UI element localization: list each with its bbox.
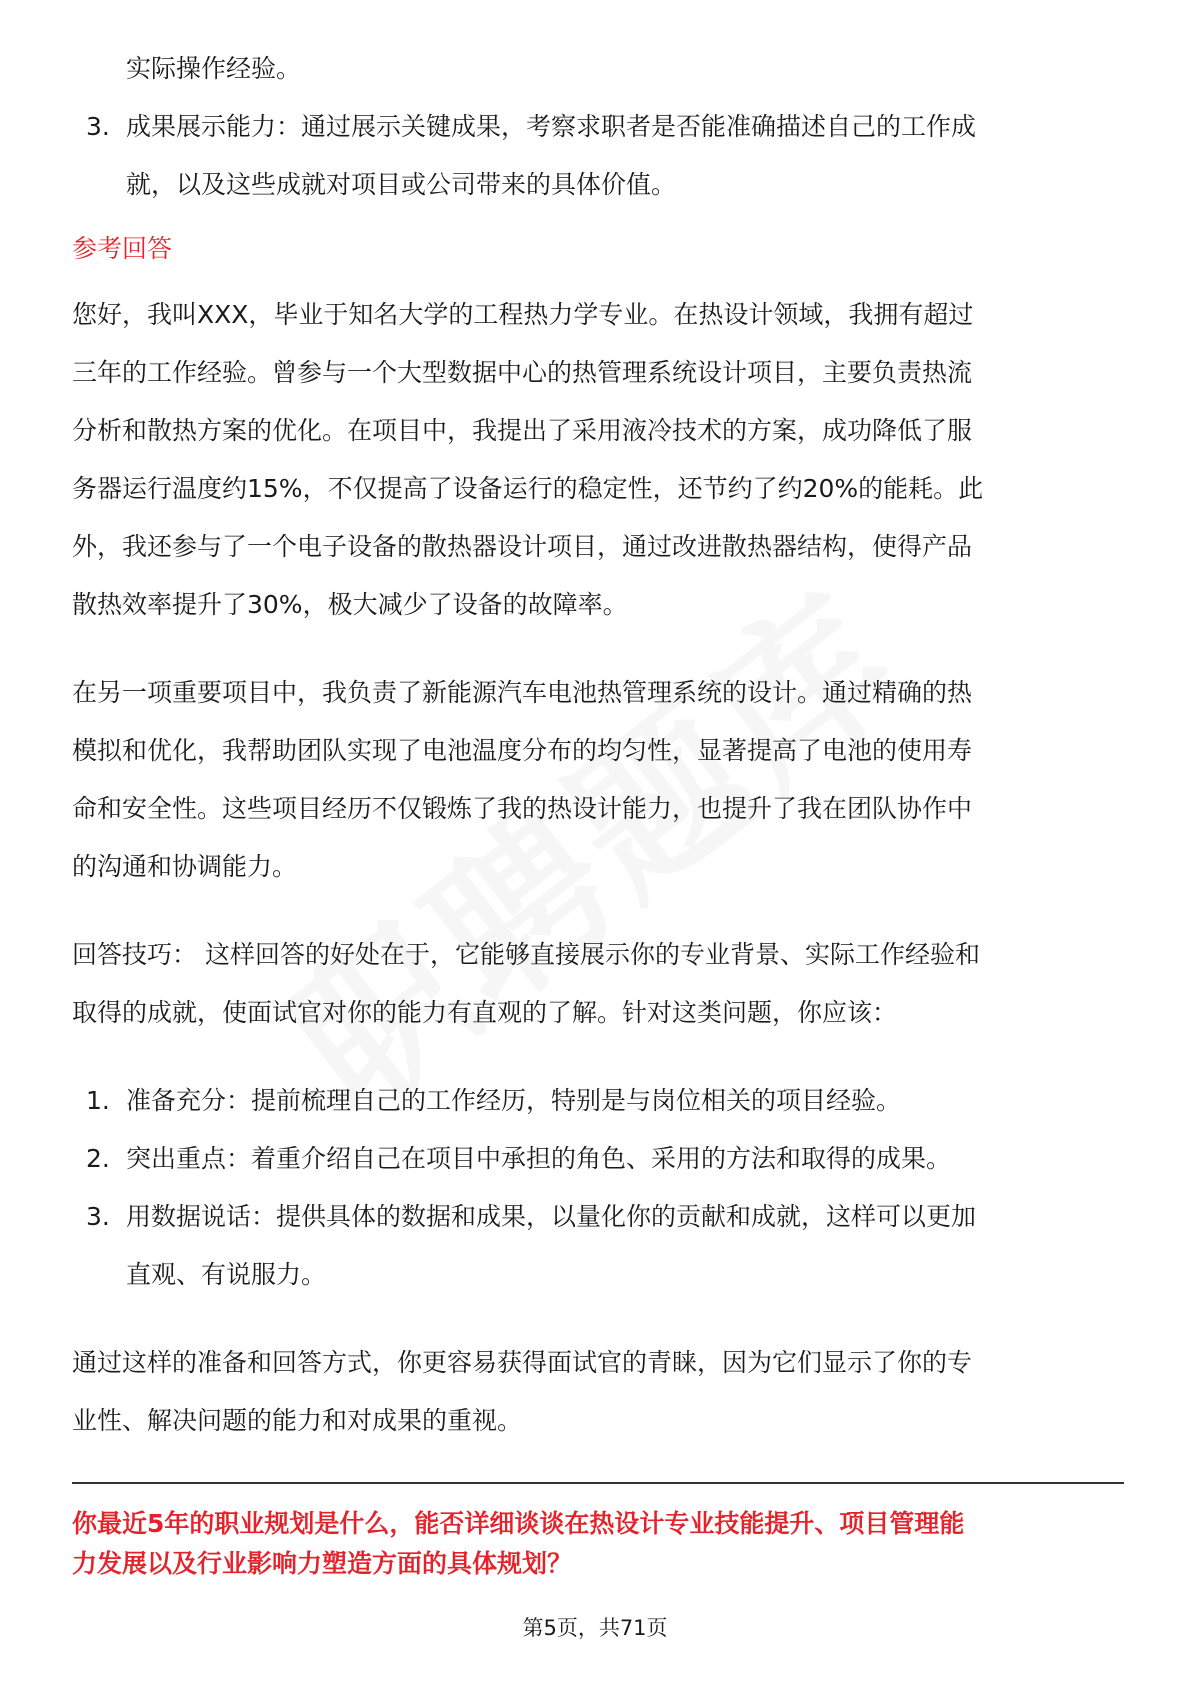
paragraph-line: 命和安全性。这些项目经历不仅锻炼了我的热设计能力，也提升了我在团队协作中 bbox=[72, 794, 973, 823]
paragraph-line: 在另一项重要项目中，我负责了新能源汽车电池热管理系统的设计。通过精确的热 bbox=[72, 678, 973, 707]
paragraph-line: 取得的成就，使面试官对你的能力有直观的了解。针对这类问题，你应该： bbox=[72, 998, 898, 1027]
page-content bbox=[72, 40, 1124, 1584]
paragraph-line: 分析和散热方案的优化。在项目中，我提出了采用液冷技术的方案，成功降低了服 bbox=[72, 416, 973, 445]
list-item-line: 就，以及这些成就对项目或公司带来的具体价值。 bbox=[126, 170, 677, 199]
paragraph-line: 业性、解决问题的能力和对成果的重视。 bbox=[72, 1406, 523, 1435]
list-item-line: 准备充分：提前梳理自己的工作经历，特别是与岗位相关的项目经验。 bbox=[126, 1086, 902, 1115]
answer-heading: 参考回答 bbox=[72, 234, 173, 263]
next-question bbox=[72, 1504, 1124, 1584]
closing-paragraph bbox=[72, 1334, 1124, 1450]
paragraph-line: 散热效率提升了30%，极大减少了设备的故障率。 bbox=[72, 590, 628, 619]
page-number: 第5页，共71页 bbox=[522, 1616, 668, 1640]
tips-list-item-2 bbox=[72, 1130, 1124, 1188]
tips-list bbox=[72, 1072, 1124, 1304]
list-continuation-text: 实际操作经验。 bbox=[126, 54, 302, 83]
paragraph-line: 您好，我叫XXX，毕业于知名大学的工程热力学专业。在热设计领域，我拥有超过 bbox=[72, 300, 974, 329]
tips-list-item-3 bbox=[72, 1188, 1124, 1304]
list-item-line: 用数据说话：提供具体的数据和成果，以量化你的贡献和成就，这样可以更加 bbox=[126, 1202, 977, 1231]
answer-paragraph-2 bbox=[72, 664, 1124, 896]
question-line: 你最近5年的职业规划是什么，能否详细谈谈在热设计专业技能提升、项目管理能 bbox=[72, 1509, 965, 1538]
paragraph-line: 务器运行温度约15%，不仅提高了设备运行的稳定性，还节约了约20%的能耗。此 bbox=[72, 474, 984, 503]
paragraph-line: 外，我还参与了一个电子设备的散热器设计项目，通过改进散热器结构，使得产品 bbox=[72, 532, 973, 561]
tips-list-item-1 bbox=[72, 1072, 1124, 1130]
list-item-line: 成果展示能力：通过展示关键成果，考察求职者是否能准确描述自己的工作成 bbox=[126, 112, 977, 141]
list-number: 3. bbox=[86, 112, 110, 141]
answer-paragraph-1 bbox=[72, 286, 1124, 634]
list-number: 1. bbox=[86, 1086, 110, 1115]
question-line: 力发展以及行业影响力塑造方面的具体规划？ bbox=[72, 1549, 573, 1578]
list-item-line: 直观、有说服力。 bbox=[126, 1260, 327, 1289]
list-item-line: 突出重点：着重介绍自己在项目中承担的角色、采用的方法和取得的成果。 bbox=[126, 1144, 952, 1173]
paragraph-line: 的沟通和协调能力。 bbox=[72, 852, 298, 881]
list-number: 3. bbox=[86, 1202, 110, 1231]
list-number: 2. bbox=[86, 1144, 110, 1173]
paragraph-line: 三年的工作经验。曾参与一个大型数据中心的热管理系统设计项目，主要负责热流 bbox=[72, 358, 973, 387]
paragraph-line: 回答技巧： 这样回答的好处在于，它能够直接展示你的专业背景、实际工作经验和 bbox=[72, 940, 980, 969]
evaluation-point-3 bbox=[72, 98, 1124, 214]
paragraph-line: 通过这样的准备和回答方式，你更容易获得面试官的青睐，因为它们显示了你的专 bbox=[72, 1348, 973, 1377]
paragraph-line: 模拟和优化，我帮助团队实现了电池温度分布的均匀性，显著提高了电池的使用寿 bbox=[72, 736, 973, 765]
tips-paragraph bbox=[72, 926, 1124, 1042]
